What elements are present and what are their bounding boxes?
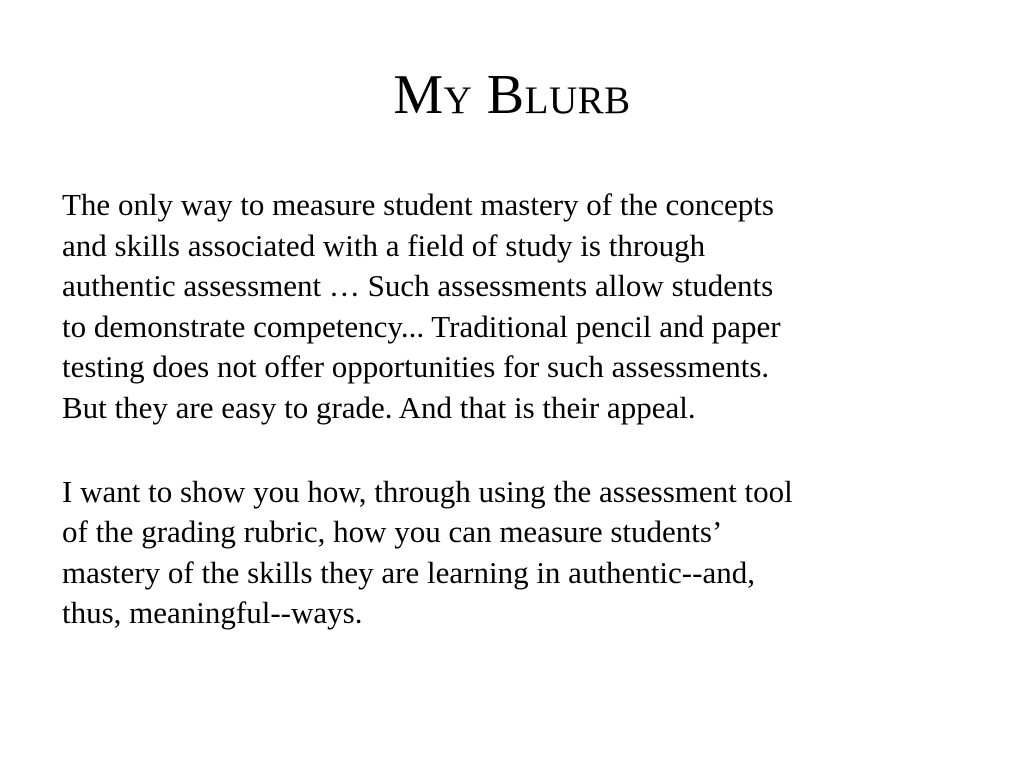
paragraph-assessment-intro: The only way to measure student mastery of the concepts and skills associated with a field of study is through authentic assessment … Such assessments allow students to demonstrate competency... Traditional pencil and paper testing does not offer opportunities for such assessments. But they are easy to grade. And that is their appeal. [62,187,781,425]
paragraph-rubric-goal: I want to show you how, through using the assessment tool of the grading rubric, how you can measure students’ mastery of the skills they are learning in authentic--and, thus, meaningful--ways. [62,473,793,631]
slide-title: My Blurb [393,64,631,126]
slide-body [62,185,972,634]
